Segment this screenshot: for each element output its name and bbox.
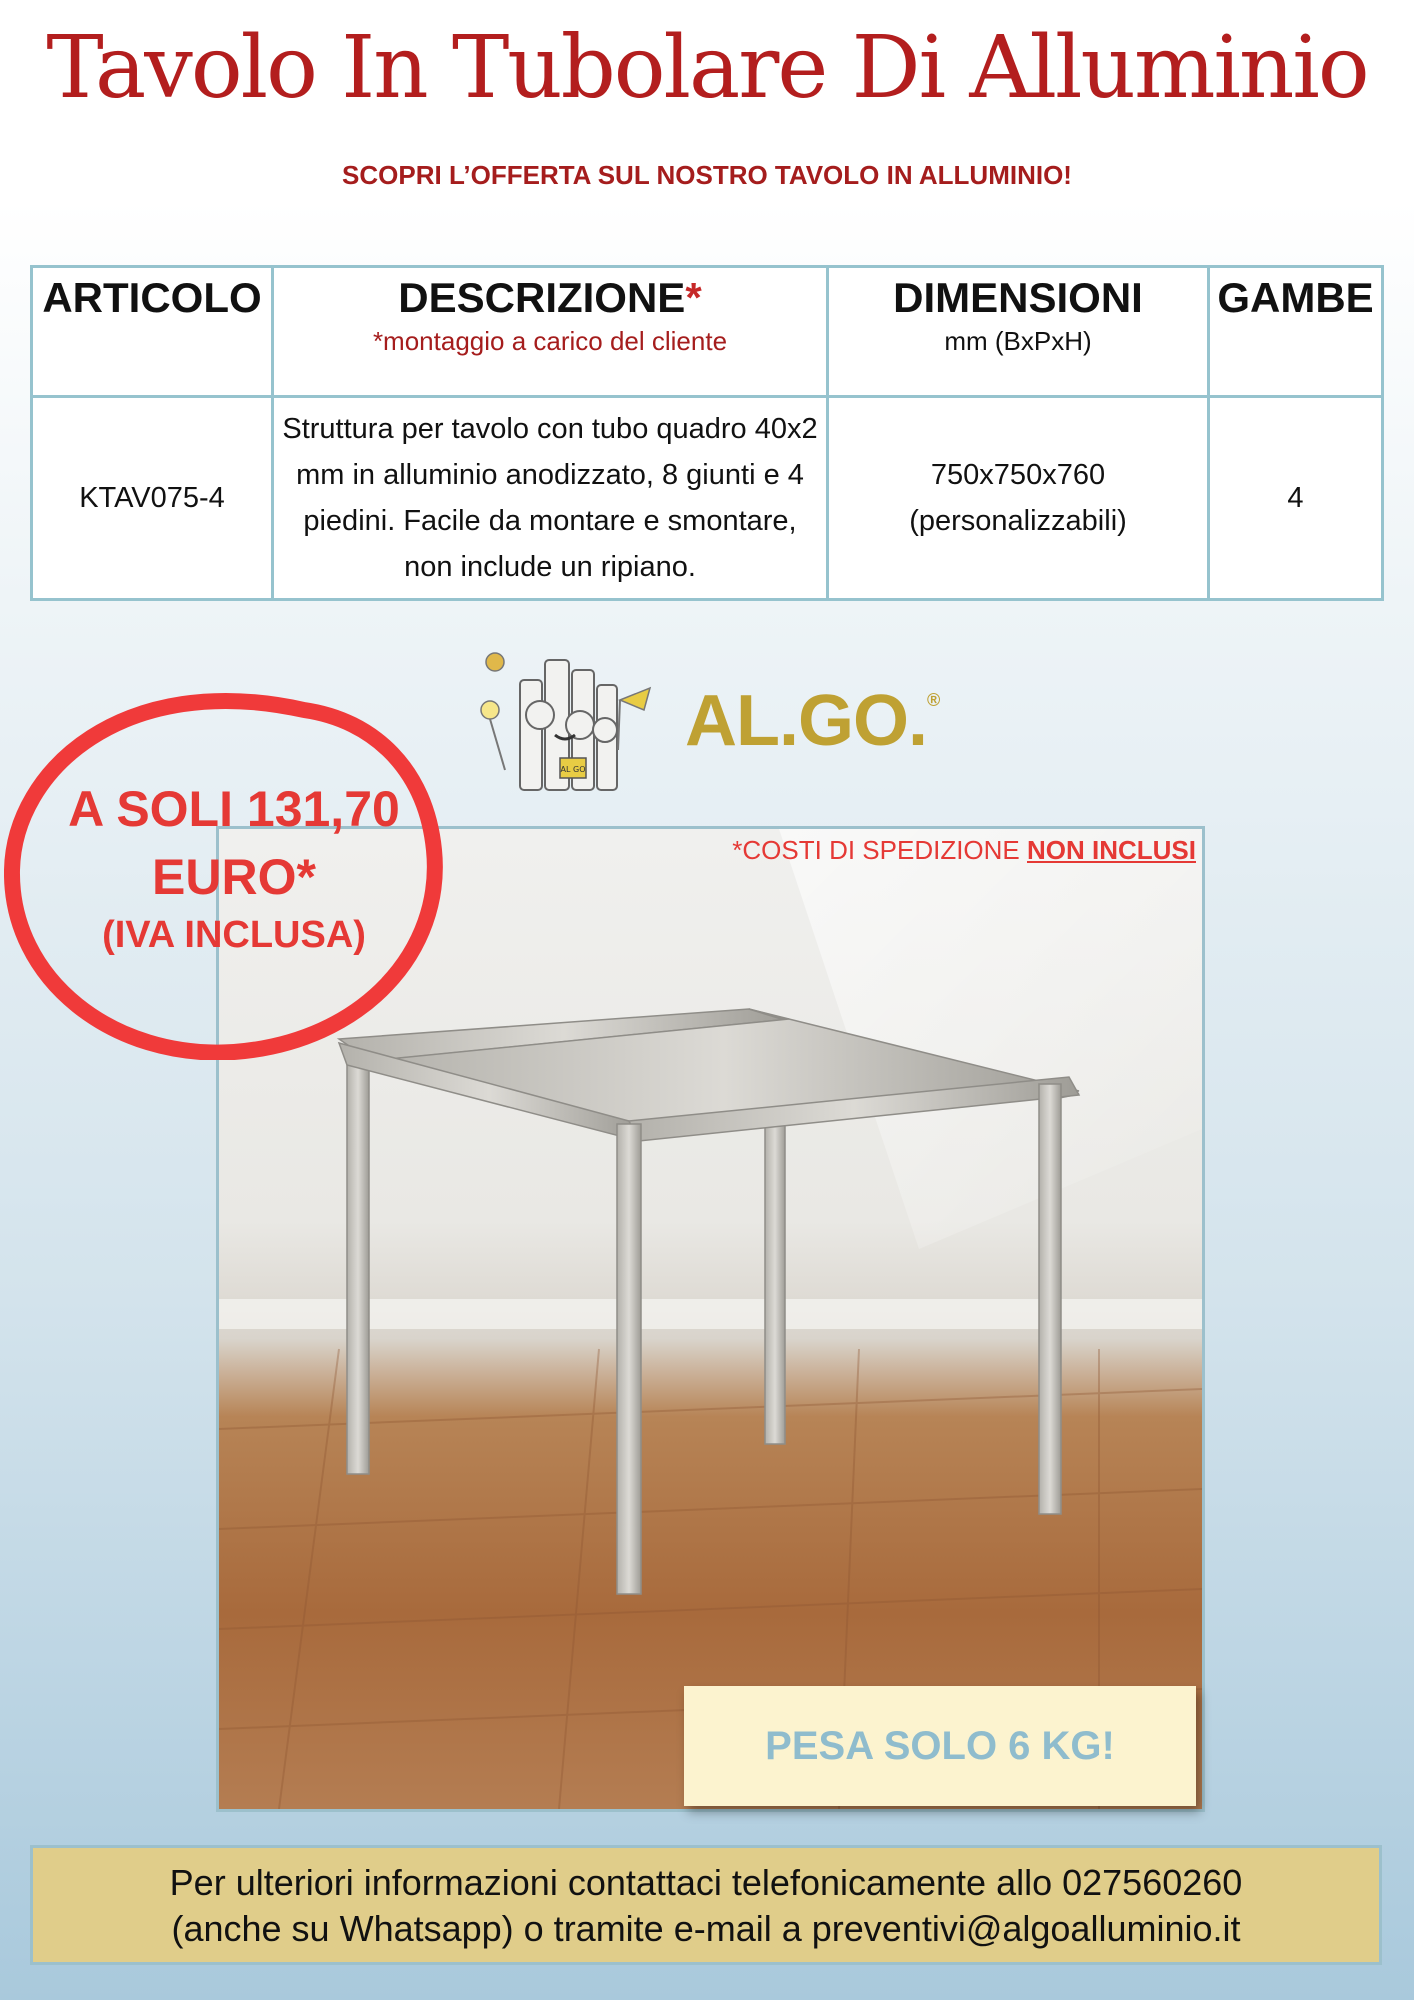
cell-gambe: 4 bbox=[1209, 397, 1383, 600]
price-line-2: EURO* bbox=[152, 849, 316, 905]
brand-wordmark: AL.GO.® bbox=[685, 681, 940, 761]
dimension-note: (personalizzabili) bbox=[909, 505, 1127, 537]
page-subtitle: SCOPRI L’OFFERTA SUL NOSTRO TAVOLO IN ALLUMINIO! bbox=[342, 160, 1072, 190]
cell-descrizione: Struttura per tavolo con tubo quadro 40x2 mm in alluminio anodizzato, 8 giunti e 4 piedini. Facile da montare e smontare, non include un ripiano. bbox=[273, 397, 828, 600]
algo-logo bbox=[460, 640, 950, 810]
cell-articolo: KTAV075-4 bbox=[32, 397, 273, 600]
contact-line-2: (anche su Whatsapp) o tramite e-mail a preventivi@algoalluminio.it bbox=[171, 1908, 1241, 1949]
column-header-articolo bbox=[32, 267, 273, 397]
table-header-row bbox=[32, 267, 1383, 397]
mascot-badge-text: AL GO bbox=[560, 765, 586, 774]
price-line-1: A SOLI 131,70 bbox=[68, 781, 400, 837]
column-header-gambe bbox=[1209, 267, 1383, 397]
weight-note: PESA SOLO 6 KG! bbox=[684, 1686, 1196, 1806]
header-label: GAMBE bbox=[1217, 274, 1374, 321]
shipping-emphasis: NON INCLUSI bbox=[1027, 835, 1196, 865]
contact-box bbox=[30, 1845, 1382, 1965]
page-title: Tavolo In Tubolare Di Alluminio bbox=[46, 18, 1368, 118]
contact-line-1: Per ulteriori informazioni contattaci telefonicamente allo 027560260 bbox=[169, 1862, 1243, 1903]
cell-dimensioni bbox=[828, 397, 1209, 600]
price-badge bbox=[4, 680, 444, 1060]
mascot-illustration-icon bbox=[460, 640, 670, 810]
header-label: ARTICOLO bbox=[42, 274, 262, 321]
column-header-dimensioni bbox=[828, 267, 1209, 397]
registered-mark: ® bbox=[927, 690, 940, 710]
column-header-descrizione bbox=[273, 267, 828, 397]
header-label: DIMENSIONI bbox=[893, 274, 1143, 321]
vat-note: (IVA INCLUSA) bbox=[102, 914, 366, 956]
header-label: DESCRIZIONE bbox=[398, 274, 686, 321]
asterisk-mark: * bbox=[685, 274, 702, 321]
shipping-note: *COSTI DI SPEDIZIONE NON INCLUSI bbox=[732, 835, 1196, 865]
assembly-note: *montaggio a carico del cliente bbox=[372, 326, 728, 356]
dimension-value: 750x750x760 bbox=[930, 459, 1106, 491]
product-table bbox=[30, 265, 1384, 601]
table-row bbox=[32, 397, 1383, 600]
dimension-units: mm (BxPxH) bbox=[944, 326, 1092, 356]
